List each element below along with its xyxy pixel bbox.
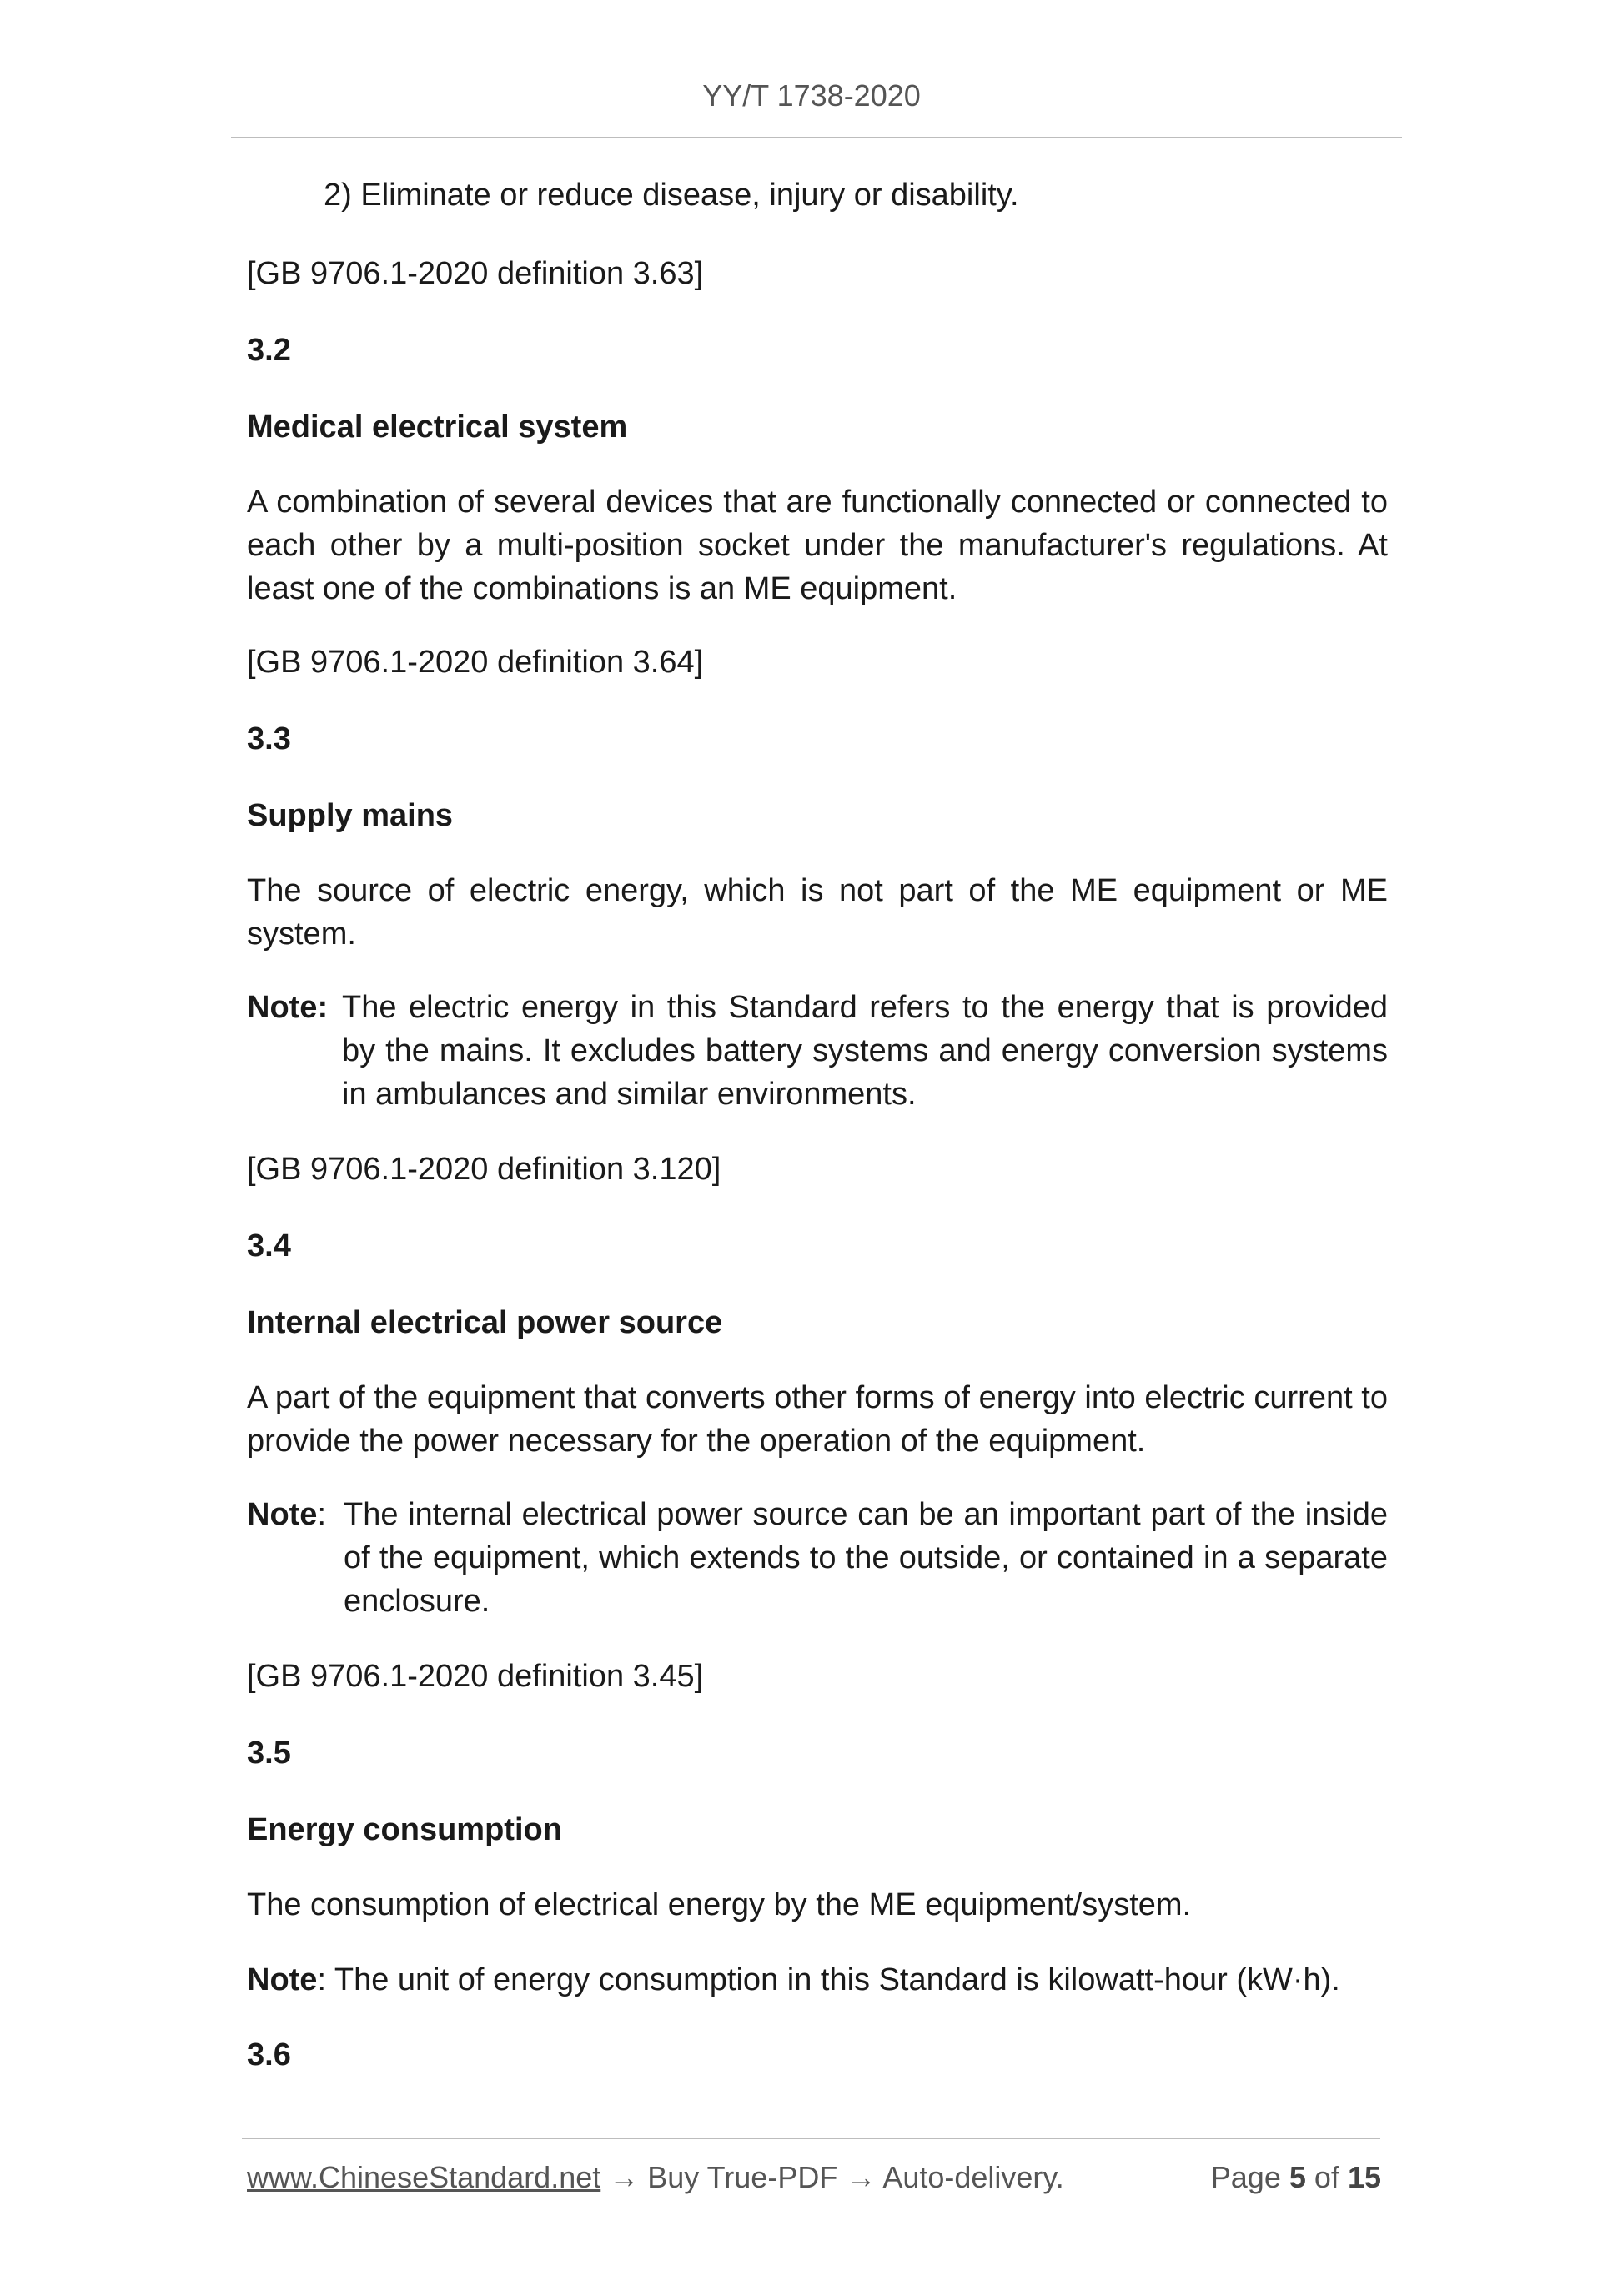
note-colon: :	[317, 1497, 327, 1532]
page-number	[1211, 2159, 1381, 2196]
section-3-4-note	[247, 1493, 1388, 1623]
section-3-5-note	[247, 1958, 1388, 2002]
section-3-6-number: 3.6	[247, 2037, 291, 2072]
section-3-4-definition: A part of the equipment that converts other forms of energy into electric current to provide the power necessary for the operation of the equipment.	[247, 1380, 1388, 1459]
section-3-3-title: Supply mains	[247, 798, 454, 833]
document-code-header: YY/T 1738-2020	[702, 78, 921, 113]
section-3-2-definition: A combination of several devices that are functionally connected or connected to each other by a multi-position socket under the manufacturer's regulations. At least one of the combinations is an ME equipment.	[247, 485, 1388, 606]
page-of: of	[1314, 2160, 1339, 2194]
reference-3-45: [GB 9706.1-2020 definition 3.45]	[247, 1659, 704, 1694]
page-word: Page	[1210, 2160, 1281, 2194]
section-3-5-number: 3.5	[247, 1736, 291, 1771]
page-footer	[247, 2159, 1381, 2196]
promo-text: → Buy True-PDF → Auto-delivery.	[600, 2160, 1064, 2194]
footer-divider	[242, 2138, 1380, 2139]
section-3-4-number: 3.4	[247, 1228, 291, 1264]
section-3-5-title: Energy consumption	[247, 1812, 562, 1847]
note-label: Note	[247, 1962, 318, 1997]
section-3-2-title: Medical electrical system	[247, 409, 628, 445]
reference-3-120: [GB 9706.1-2020 definition 3.120]	[247, 1152, 721, 1187]
section-3-3-definition: The source of electric energy, which is not part of the ME equipment or ME system.	[247, 873, 1388, 952]
section-3-4-title: Internal electrical power source	[247, 1305, 723, 1340]
section-3-3-note	[247, 986, 1388, 1116]
section-3-3-number: 3.3	[247, 721, 291, 756]
total-pages: 15	[1347, 2160, 1381, 2194]
list-item-2: 2) Eliminate or reduce disease, injury or disability.	[324, 178, 1019, 213]
note-label-group	[247, 1493, 326, 1536]
note-text: : The unit of energy consumption in this Standard is kilowatt-hour (kW·h).	[317, 1962, 1340, 1997]
note-text: The electric energy in this Standard refers to the energy that is provided by the mains. It excludes battery systems and energy conversion systems in ambulances and similar environments.	[342, 990, 1388, 1112]
site-link[interactable]: www.ChineseStandard.net	[247, 2160, 601, 2194]
reference-3-64: [GB 9706.1-2020 definition 3.64]	[247, 645, 704, 680]
note-label: Note	[247, 1497, 318, 1532]
section-3-2-number: 3.2	[247, 333, 291, 368]
current-page: 5	[1289, 2160, 1306, 2194]
note-text: The internal electrical power source can be an important part of the inside of the equipment, which extends to the outside, or contained in a separate enclosure.	[344, 1497, 1388, 1619]
section-3-5-definition: The consumption of electrical energy by the ME equipment/system.	[247, 1887, 1192, 1922]
note-label: Note:	[247, 990, 329, 1025]
reference-3-63: [GB 9706.1-2020 definition 3.63]	[247, 256, 704, 291]
